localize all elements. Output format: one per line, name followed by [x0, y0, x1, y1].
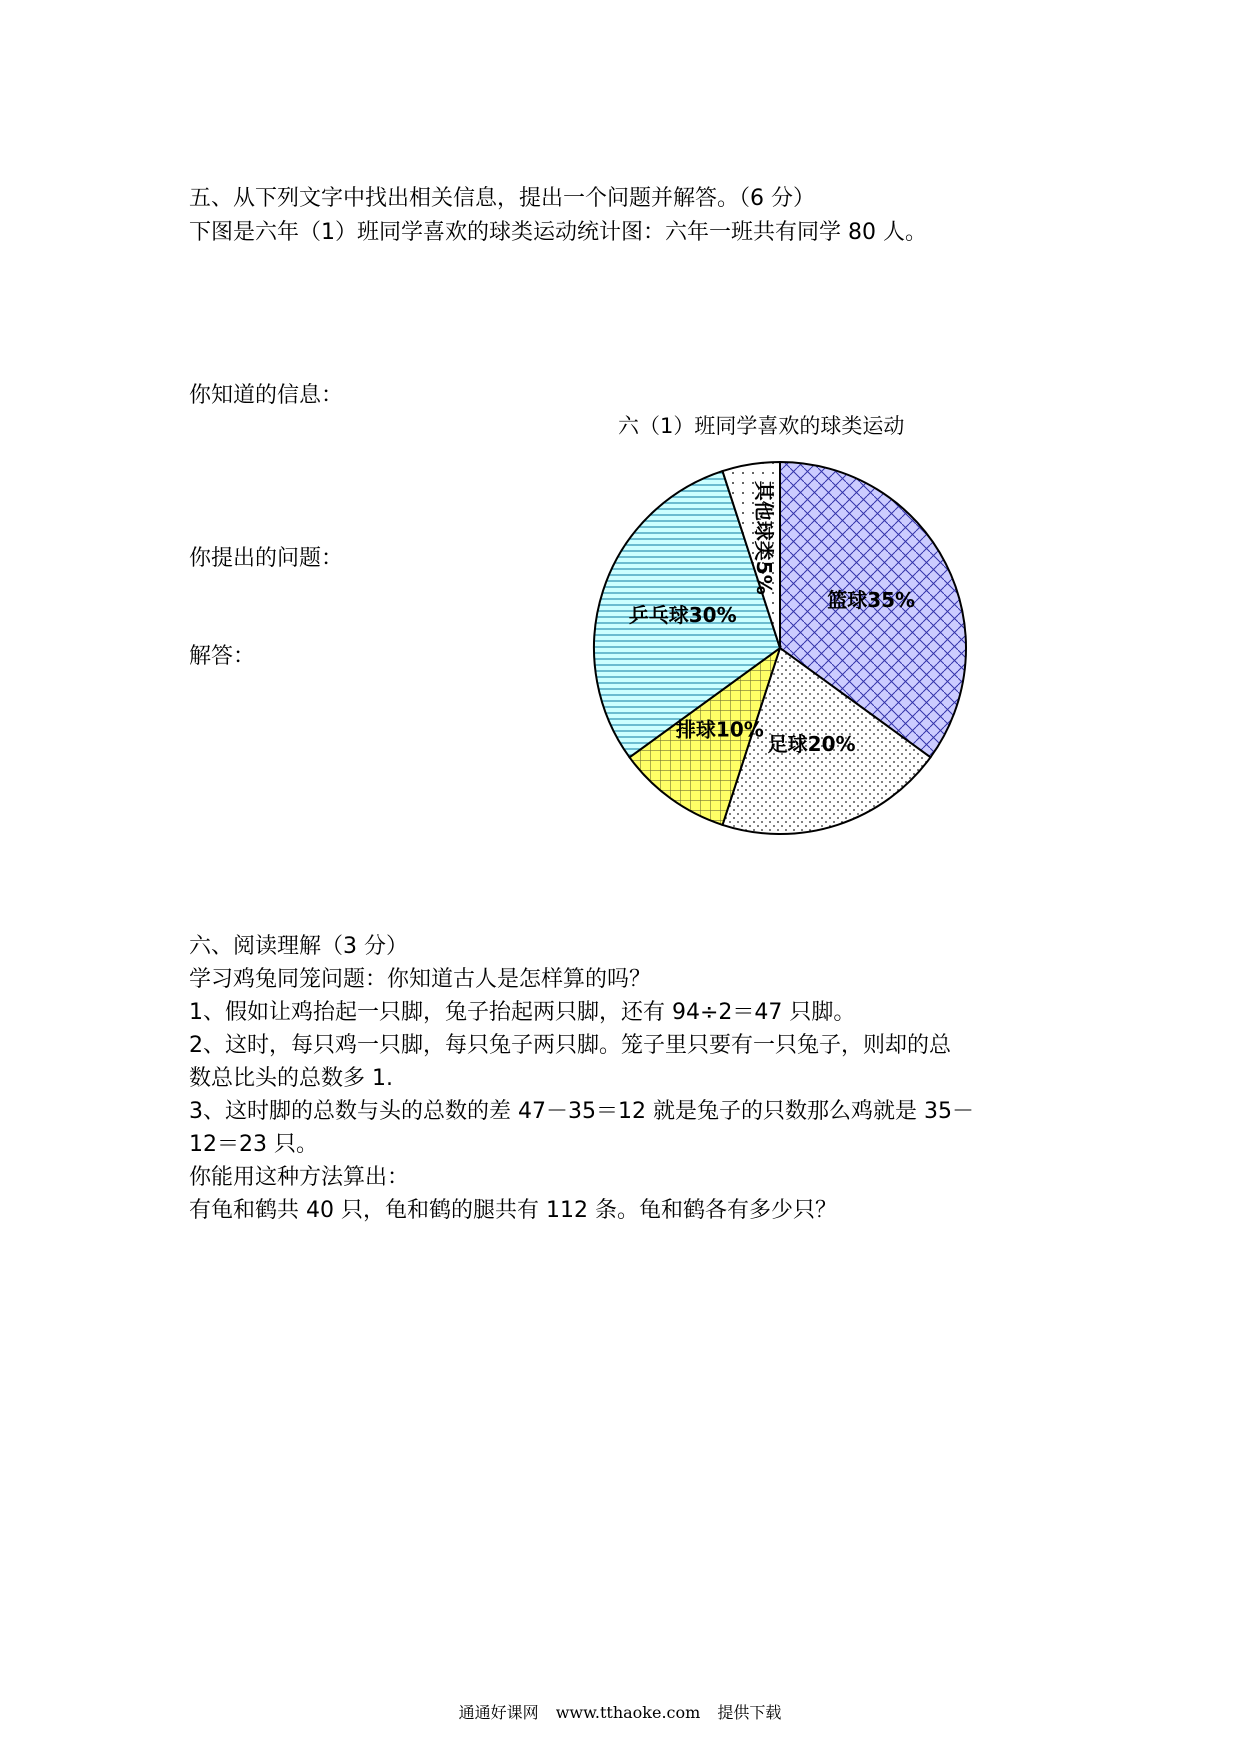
pie-slice-label: 乒乓球30%	[628, 602, 737, 627]
section6-line: 有龟和鹤共 40 只，龟和鹤的腿共有 112 条。龟和鹤各有多少只？	[189, 1198, 837, 1223]
footer	[0, 1700, 1240, 1723]
section6-line: 2、这时，每只鸡一只脚，每只兔子两只脚。笼子里只要有一只兔子，则却的总	[189, 1033, 951, 1058]
pie-slice-label: 排球10%	[675, 717, 764, 742]
pie-slice-label: 足球20%	[767, 731, 856, 756]
section6-line: 数总比头的总数多 1.	[189, 1066, 393, 1091]
footer-url[interactable]: www.tthaoke.com	[555, 1703, 701, 1722]
section5-heading: 五、从下列文字中找出相关信息，提出一个问题并解答。（6 分）	[189, 186, 815, 211]
section6-line: 3、这时脚的总数与头的总数的差 47－35＝12 就是兔子的只数那么鸡就是 35－	[189, 1099, 974, 1124]
pie-slice-label: 篮球35%	[827, 588, 916, 613]
chart-title: 六（1）班同学喜欢的球类运动	[618, 414, 905, 438]
section6-line: 学习鸡兔同笼问题：你知道古人是怎样算的吗？	[189, 967, 652, 992]
answer-prompt: 解答：	[189, 644, 256, 669]
section5-intro: 下图是六年（1）班同学喜欢的球类运动统计图：六年一班共有同学 80 人。	[189, 220, 927, 245]
footer-site-name: 通通好课网	[458, 1703, 539, 1722]
footer-suffix: 提供下载	[717, 1703, 782, 1722]
section6-heading: 六、阅读理解（3 分）	[189, 934, 408, 959]
pie-slice-label: 其他球类5%	[752, 480, 777, 595]
question-prompt: 你提出的问题：	[189, 546, 344, 571]
section6-line: 12＝23 只。	[189, 1132, 318, 1157]
pie-chart	[580, 440, 980, 840]
info-prompt: 你知道的信息：	[189, 383, 344, 408]
section6-line: 你能用这种方法算出：	[189, 1165, 410, 1190]
section6-line: 1、假如让鸡抬起一只脚，兔子抬起两只脚，还有 94÷2＝47 只脚。	[189, 1000, 856, 1025]
